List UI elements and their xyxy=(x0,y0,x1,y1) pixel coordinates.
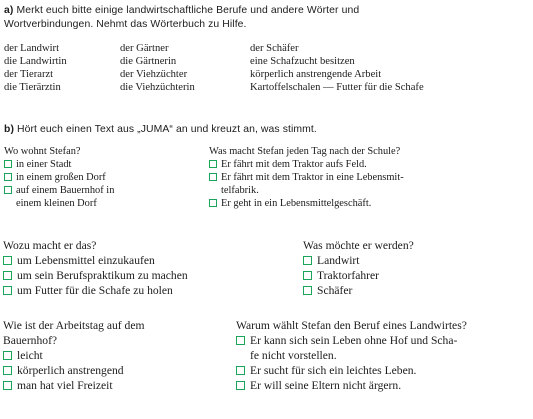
answer-option: in einer Stadt xyxy=(4,158,114,171)
answer-option: körperlich anstrengend xyxy=(3,363,145,378)
vocab-column-2 xyxy=(120,42,195,94)
question-text: Was möchte er werden? xyxy=(303,239,414,252)
checkbox[interactable] xyxy=(4,186,12,194)
vocab-item: die Viehzüchterin xyxy=(120,82,195,93)
answer-option: leicht xyxy=(3,348,145,363)
answer-option: Er geht in ein Lebensmittelgeschäft. xyxy=(209,197,404,210)
vocab-item: körperlich anstrengende Arbeit xyxy=(250,69,382,80)
answer-option: um Lebensmittel einzukaufen xyxy=(3,253,188,268)
task-b-instruction xyxy=(4,123,317,137)
question-text-line1: Wie ist der Arbeitstag auf dem xyxy=(3,319,145,332)
vocab-item: die Gärtnerin xyxy=(120,56,177,67)
vocab-item: die Tierärztin xyxy=(4,82,61,93)
answer-option: in einem großen Dorf xyxy=(4,171,114,184)
vocab-column-1 xyxy=(4,42,67,94)
vocab-item: eine Schafzucht besitzen xyxy=(250,56,355,67)
vocab-item: der Viehzüchter xyxy=(120,69,188,80)
checkbox[interactable] xyxy=(303,271,312,280)
answer-option: Er fährt mit dem Traktor in eine Lebensmit- xyxy=(209,171,404,184)
vocab-item: der Landwirt xyxy=(4,43,60,54)
vocab-item: der Tierarzt xyxy=(4,69,54,80)
checkbox[interactable] xyxy=(3,271,12,280)
vocab-item: die Landwirtin xyxy=(4,56,67,67)
checkbox[interactable] xyxy=(4,173,12,181)
question-schule xyxy=(209,145,404,210)
vocab-item: der Gärtner xyxy=(120,43,169,54)
question-wohnt xyxy=(4,145,114,210)
question-wozu xyxy=(3,238,188,298)
answer-option: Er fährt mit dem Traktor aufs Feld. xyxy=(209,158,404,171)
vocab-item: der Schäfer xyxy=(250,43,299,54)
question-arbeitstag xyxy=(3,318,145,393)
answer-option: auf einem Bauernhof in xyxy=(4,184,114,197)
answer-option: Er will seine Eltern nicht ärgern. xyxy=(236,378,467,393)
task-a-line2: Wortverbindungen. Nehmt das Wörterbuch zu Hilfe. xyxy=(4,18,247,30)
checkbox[interactable] xyxy=(209,173,217,181)
question-text: Was macht Stefan jeden Tag nach der Schule? xyxy=(209,146,401,157)
checkbox[interactable] xyxy=(209,160,217,168)
answer-option: man hat viel Freizeit xyxy=(3,378,145,393)
task-a-instruction xyxy=(4,4,359,31)
task-b-text: Hört euch einen Text aus „JUMA“ an und kreuzt an, was stimmt. xyxy=(17,124,317,135)
checkbox[interactable] xyxy=(236,381,245,390)
checkbox[interactable] xyxy=(3,256,12,265)
question-warum xyxy=(236,318,467,393)
checkbox[interactable] xyxy=(3,351,12,360)
vocab-column-3 xyxy=(250,42,424,94)
answer-continuation: einem kleinen Dorf xyxy=(16,198,97,209)
checkbox[interactable] xyxy=(236,336,245,345)
answer-option: Schäfer xyxy=(303,283,414,298)
checkbox[interactable] xyxy=(3,381,12,390)
question-werden xyxy=(303,238,414,298)
checkbox[interactable] xyxy=(4,160,12,168)
answer-option: Er sucht für sich ein leichtes Leben. xyxy=(236,363,467,378)
vocab-item: Kartoffelschalen — Futter für die Schafe xyxy=(250,82,424,93)
task-b-letter: b) xyxy=(4,124,15,135)
task-a-line1: Merkt euch bitte einige landwirtschaftliche Berufe und andere Wörter und xyxy=(16,5,360,16)
checkbox[interactable] xyxy=(303,286,312,295)
question-text: Wo wohnt Stefan? xyxy=(4,146,81,157)
question-text: Wozu macht er das? xyxy=(3,239,97,252)
task-a-letter: a) xyxy=(4,5,14,16)
checkbox[interactable] xyxy=(3,286,12,295)
answer-option: um sein Berufspraktikum zu machen xyxy=(3,268,188,283)
question-text: Warum wählt Stefan den Beruf eines Landwirtes? xyxy=(236,319,467,332)
checkbox[interactable] xyxy=(209,199,217,207)
answer-option: Traktorfahrer xyxy=(303,268,414,283)
checkbox[interactable] xyxy=(303,256,312,265)
question-text-line2: Bauernhof? xyxy=(3,334,58,347)
answer-continuation: telfabrik. xyxy=(221,185,259,196)
answer-continuation: fe nicht vorstellen. xyxy=(250,349,337,362)
answer-option: Landwirt xyxy=(303,253,414,268)
answer-option: um Futter für die Schafe zu holen xyxy=(3,283,188,298)
answer-option: Er kann sich sein Leben ohne Hof und Scha- xyxy=(236,333,467,348)
checkbox[interactable] xyxy=(3,366,12,375)
checkbox[interactable] xyxy=(236,366,245,375)
